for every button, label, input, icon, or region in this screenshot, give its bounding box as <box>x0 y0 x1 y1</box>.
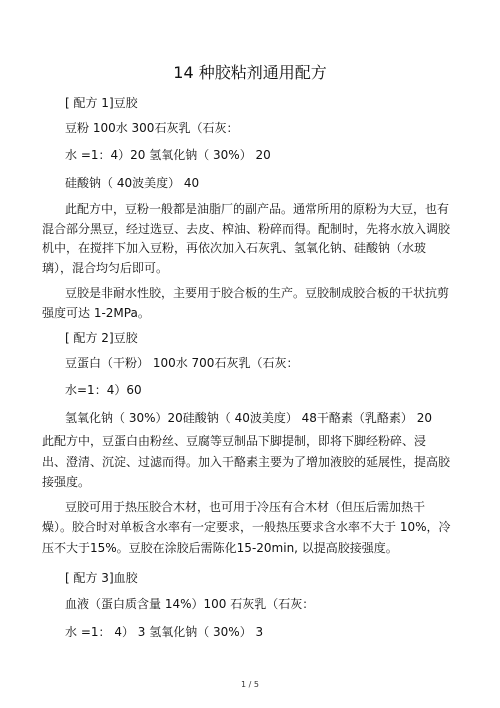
page-number: 1 / 5 <box>241 680 259 689</box>
text-line: 压不大于15%。豆胶在涂胶后需陈化15-20min, 以提高胶接强度。 <box>42 541 398 555</box>
text-line: 混合部分黑豆，经过选豆、去皮、榨油、粉碎而得。配制时，先将水放入调胶 <box>42 222 451 236</box>
text-line: 豆粉 100水 300石灰乳（石灰： <box>65 121 239 135</box>
text-line: 燥）。胶合时对单板含水率有一定要求，一般热压要求含水率不大于 10%，冷 <box>42 520 451 534</box>
text-line: 豆蛋白（干粉） 100水 700石灰乳（石灰： <box>65 356 299 370</box>
text-line: [ 配方 1]豆胶 <box>65 96 138 110</box>
text-line: 出、澄清、沉淀、过滤而得。加入干酪素主要为了增加液胶的延展性，提高胶 <box>42 455 451 469</box>
text-line: 水=1：4）60 <box>65 383 142 397</box>
text-line: 豆胶可用于热压胶合木材，也可用于冷压有合木材（但压后需加热干 <box>65 500 426 514</box>
text-line: [ 配方 2]豆胶 <box>65 331 138 345</box>
text-line: 璃），混合均匀后即可。 <box>42 261 169 275</box>
text-line: 强度可达 1-2MPa。 <box>42 306 150 320</box>
text-line: 氢氧化钠（ 30%）20硅酸钠（ 40波美度） 48干酪素（乳酪素） 20 <box>65 411 433 425</box>
text-line: 此配方中，豆粉一般都是油脂厂的副产品。通常所用的原粉为大豆，也有 <box>65 202 450 216</box>
text-line: 接强度。 <box>42 475 91 489</box>
text-line: 水 =1： 4） 3 氢氧化钠（ 30%） 3 <box>65 625 264 639</box>
text-line: [ 配方 3]血胶 <box>65 571 138 585</box>
text-line: 豆胶是非耐水性胶，主要用于胶合板的生产。豆胶制成胶合板的干状抗剪 <box>65 286 450 300</box>
document-title: 14 种胶粘剂通用配方 <box>173 63 327 82</box>
text-line: 硅酸钠（ 40波美度） 40 <box>65 176 200 190</box>
text-line: 水 =1：4）20 氢氧化钠（ 30%） 20 <box>65 148 271 162</box>
text-line: 血液（蛋白质含量 14%）100 石灰乳（石灰： <box>65 597 315 611</box>
text-line: 机中，在搅拌下加入豆粉，再依次加入石灰乳、氢氧化钠、硅酸钠（水玻 <box>42 241 427 255</box>
text-line: 此配方中，豆蛋白由粉丝、豆腐等豆制品下脚提制，即将下脚经粉碎、浸 <box>42 434 427 448</box>
